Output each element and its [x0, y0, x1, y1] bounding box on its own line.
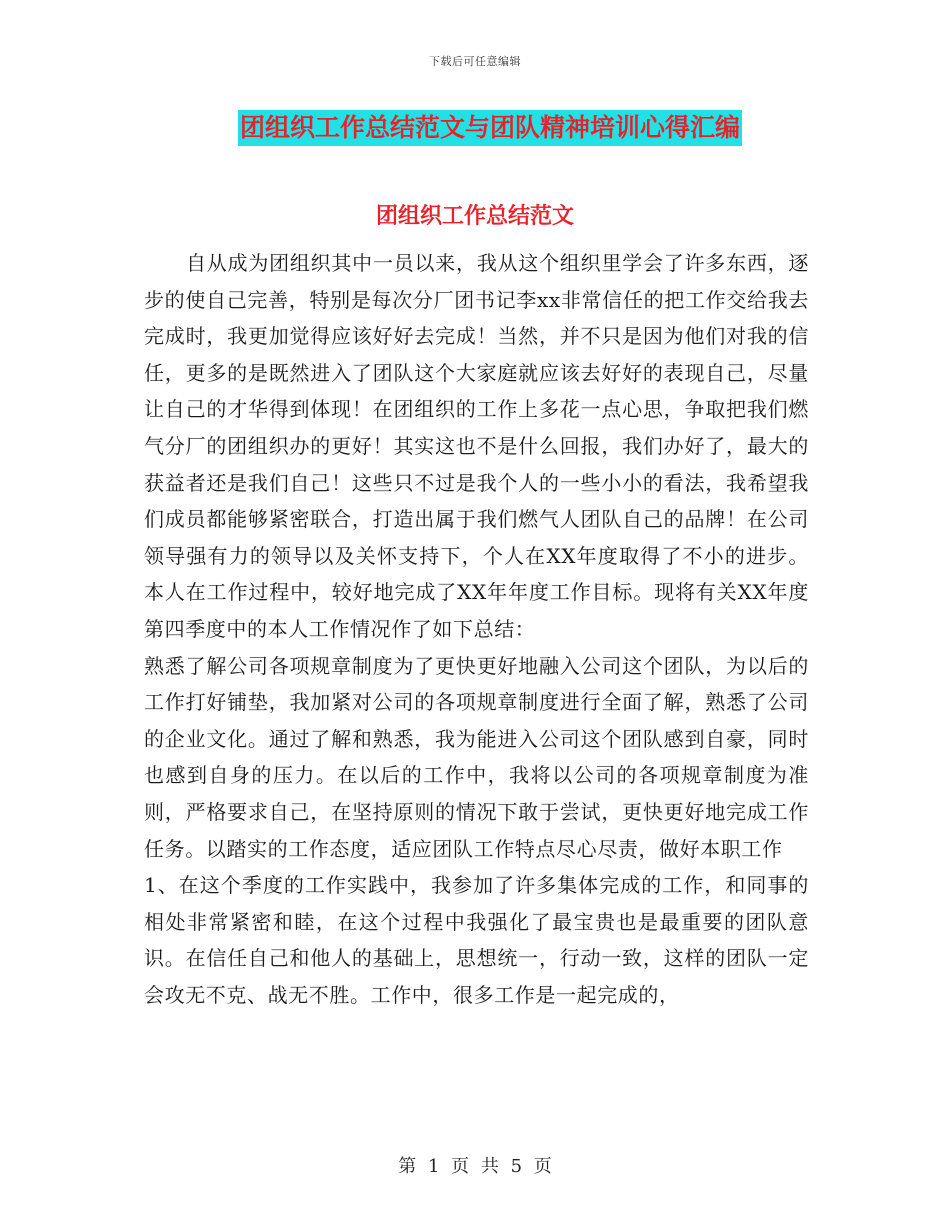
- paragraph-intro: 自从成为团组织其中一员以来，我从这个组织里学会了许多东西，逐步的使自己完善，特别是每次分厂团书记李xx非常信任的把工作交给我去完成时，我更加觉得应该好好去完成！当然，并不只是因为他们对我的信任，更多的是既然进入了团队这个大家庭就应该去好好的表现自己，尽量让自己的才华得到体现！在团组织的工作上多花一点心思，争取把我们燃气分厂的团组织办的更好！其实这也不是什么回报，我们办好了，最大的获益者还是我们自己！这些只不过是我个人的一些小小的看法，我希望我们成员都能够紧密联合，打造出属于我们燃气人团队自己的品牌！在公司领导强有力的领导以及关怀支持下，个人在XX年度取得了不小的进步。本人在工作过程中，较好地完成了XX年年度工作目标。现将有关XX年度第四季度中的本人工作情况作了如下总结：: [144, 251, 809, 641]
- document-body: [144, 245, 809, 1013]
- document-title-wrap: [0, 110, 950, 146]
- paragraph-teamwork: 1、在这个季度的工作实践中，我参加了许多集体完成的工作，和同事的相处非常紧密和睦，在这个过程中我强化了最宝贵也是最重要的团队意识。在信任自己和他人的基础上，思想统一，行动一致，这样的团队一定会攻无不克、战无不胜。工作中，很多工作是一起完成的，: [144, 873, 809, 1007]
- page-header-note: 下载后可任意编辑: [429, 55, 521, 68]
- section-title: 团组织工作总结范文: [375, 204, 574, 229]
- paragraph-rules: 熟悉了解公司各项规章制度为了更快更好地融入公司这个团队，为以后的工作打好铺垫，我加紧对公司的各项规章制度进行全面了解，熟悉了公司的企业文化。通过了解和熟悉，我为能进入公司这个团队感到自豪，同时也感到自身的压力。在以后的工作中，我将以公司的各项规章制度为准则，严格要求自己，在坚持原则的情况下敢于尝试，更快更好地完成工作任务。以踏实的工作态度，适应团队工作特点尽心尽责，做好本职工作: [144, 653, 809, 861]
- document-title: 团组织工作总结范文与团队精神培训心得汇编: [238, 110, 742, 146]
- page-footer: 第 1 页 共 5 页: [398, 1156, 552, 1177]
